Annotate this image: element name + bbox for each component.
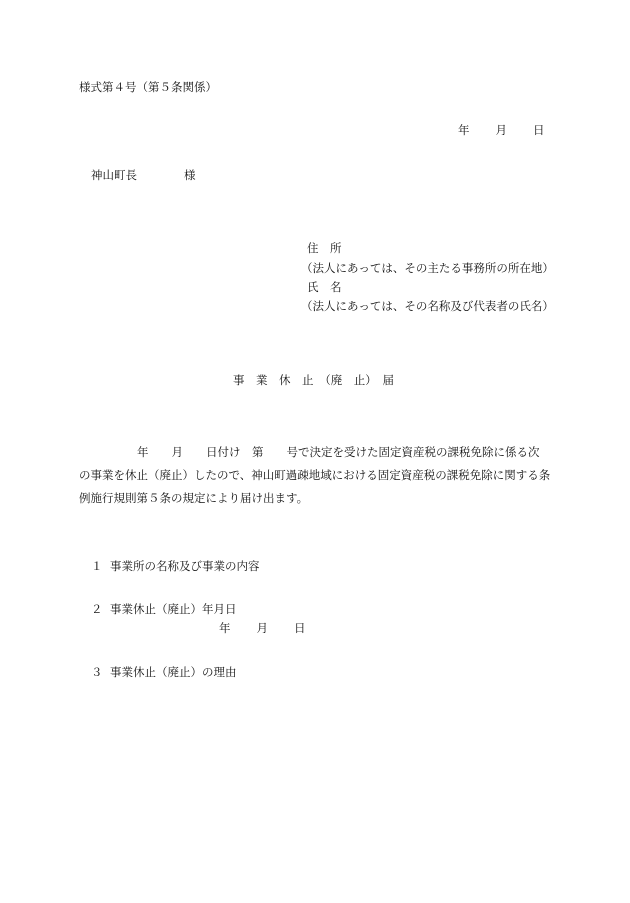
item-1-label: 事業所の名称及び事業の内容 bbox=[110, 559, 260, 573]
applicant-name-note: （法人にあっては、その名称及び代表者の氏名） bbox=[301, 299, 554, 313]
item-2-number: ２ bbox=[91, 602, 103, 616]
form-number: 様式第４号（第５条関係） bbox=[79, 80, 217, 94]
document-title: 事 業 休 止 （廃 止） 届 bbox=[233, 373, 394, 387]
item-3-label: 事業休止（廃止）の理由 bbox=[110, 665, 237, 679]
item-1-number: １ bbox=[91, 559, 103, 573]
submission-date: 年 月 日 bbox=[458, 123, 546, 137]
addressee-name: 神山町長 bbox=[91, 168, 137, 182]
body-line-2: の事業を休止（廃止）したので、神山町過疎地域における固定資産税の課税免除に関する条 bbox=[79, 468, 551, 482]
applicant-name-label: 氏 名 bbox=[307, 280, 342, 294]
item-2-label: 事業休止（廃止）年月日 bbox=[110, 602, 237, 616]
applicant-address-note: （法人にあっては、その主たる事務所の所在地） bbox=[301, 261, 554, 275]
body-line-3: 例施行規則第５条の規定により届け出ます。 bbox=[79, 491, 309, 505]
body-line-1: 年 月 日付け 第 号で決定を受けた固定資産税の課税免除に係る次 bbox=[137, 445, 540, 459]
body-paragraph bbox=[79, 441, 553, 510]
item-3-number: ３ bbox=[91, 665, 103, 679]
applicant-address-label: 住 所 bbox=[307, 241, 342, 255]
addressee-honorific: 様 bbox=[184, 168, 196, 182]
item-2-date: 年 月 日 bbox=[219, 621, 307, 635]
